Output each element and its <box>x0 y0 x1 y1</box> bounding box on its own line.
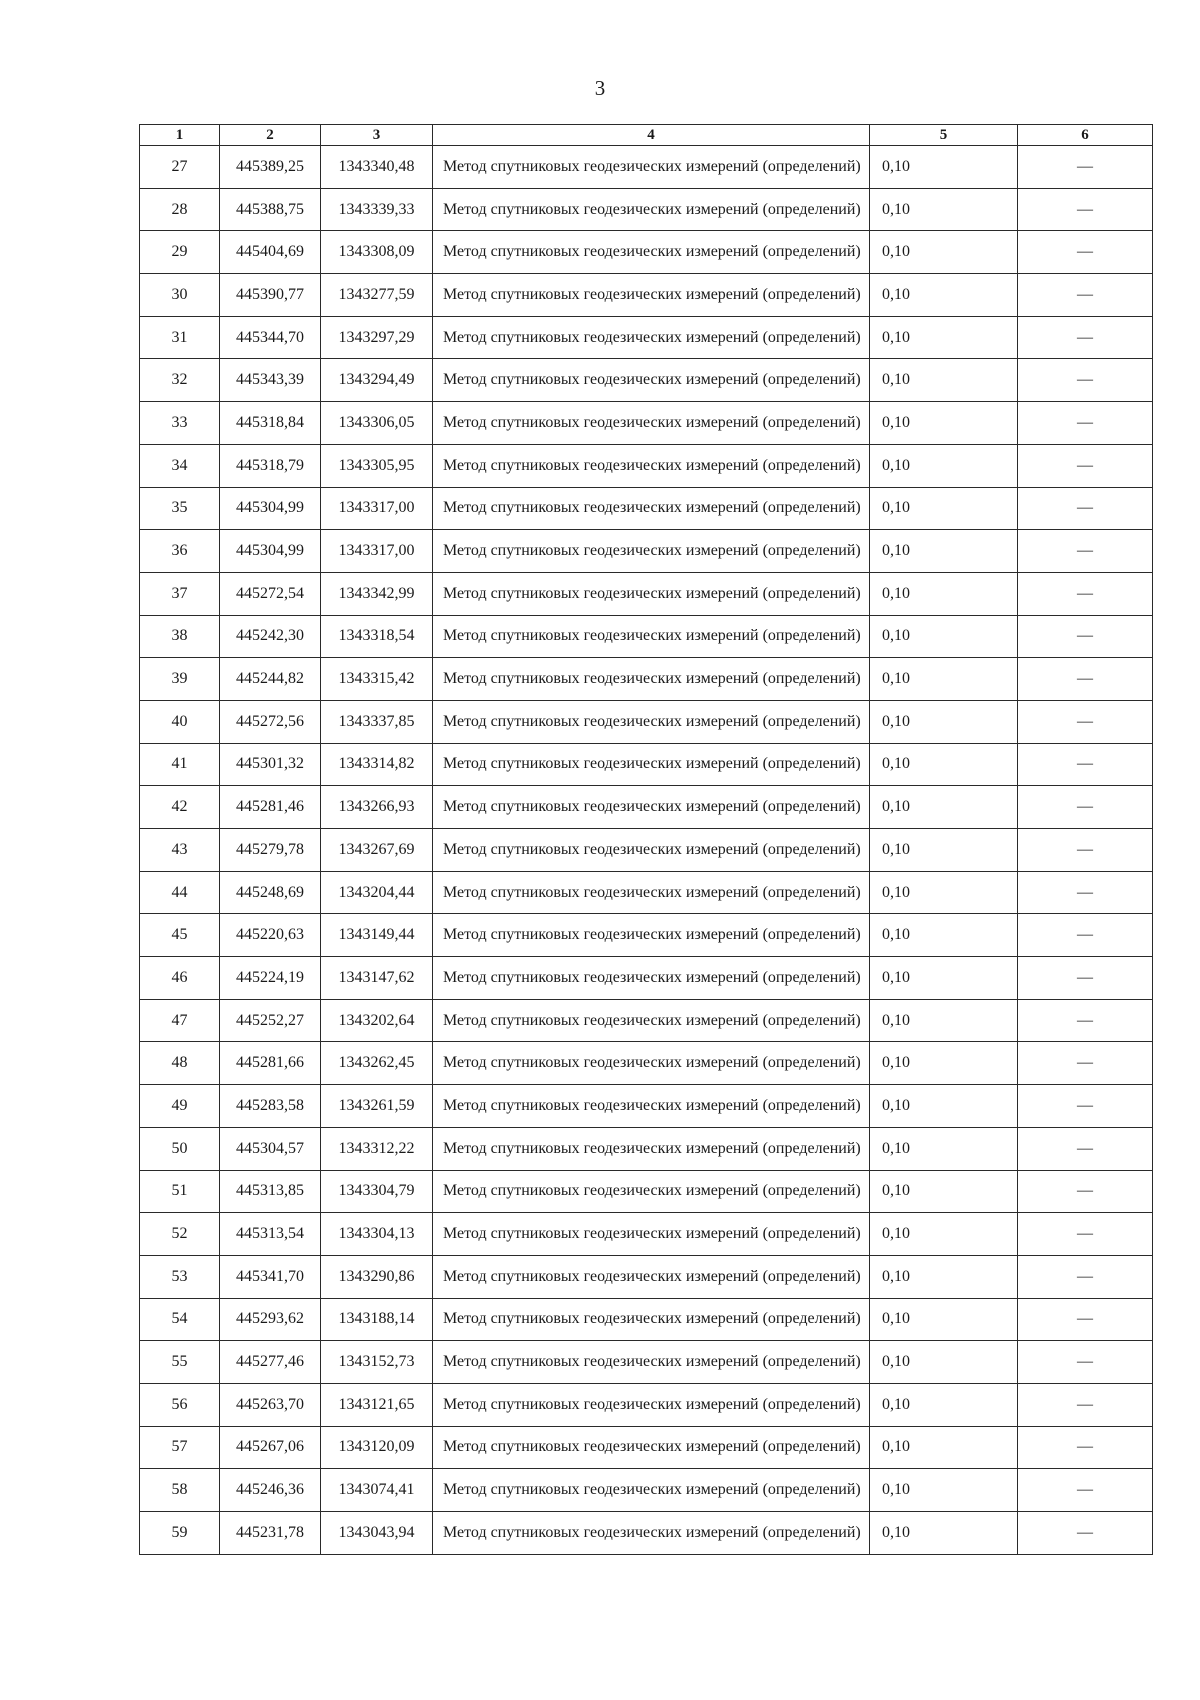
accuracy-value: 0,10 <box>870 957 1018 1000</box>
accuracy-value: 0,10 <box>870 572 1018 615</box>
table-row <box>140 700 1153 743</box>
coordinate-y: 1343308,09 <box>321 231 433 274</box>
coordinate-y: 1343314,82 <box>321 743 433 786</box>
coordinate-y: 1343188,14 <box>321 1298 433 1341</box>
coordinate-y: 1343043,94 <box>321 1512 433 1555</box>
coordinate-y: 1343340,48 <box>321 146 433 189</box>
accuracy-value: 0,10 <box>870 1512 1018 1555</box>
note-dash: — <box>1018 444 1153 487</box>
coordinate-x: 445343,39 <box>220 359 321 402</box>
point-number: 47 <box>140 999 220 1042</box>
table-row <box>140 1512 1153 1555</box>
accuracy-value: 0,10 <box>870 1127 1018 1170</box>
note-dash: — <box>1018 572 1153 615</box>
coordinate-y: 1343342,99 <box>321 572 433 615</box>
accuracy-value: 0,10 <box>870 274 1018 317</box>
point-number: 32 <box>140 359 220 402</box>
table-row <box>140 1341 1153 1384</box>
note-dash: — <box>1018 871 1153 914</box>
accuracy-value: 0,10 <box>870 658 1018 701</box>
point-number: 28 <box>140 188 220 231</box>
accuracy-value: 0,10 <box>870 615 1018 658</box>
coordinate-x: 445272,56 <box>220 700 321 743</box>
coordinate-y: 1343204,44 <box>321 871 433 914</box>
coordinate-x: 445344,70 <box>220 316 321 359</box>
point-number: 40 <box>140 700 220 743</box>
table-row <box>140 871 1153 914</box>
accuracy-value: 0,10 <box>870 1170 1018 1213</box>
accuracy-value: 0,10 <box>870 999 1018 1042</box>
accuracy-value: 0,10 <box>870 1042 1018 1085</box>
table-row <box>140 914 1153 957</box>
method-description: Метод спутниковых геодезических измерений (определений) <box>433 700 870 743</box>
coordinate-x: 445318,79 <box>220 444 321 487</box>
coordinate-y: 1343317,00 <box>321 487 433 530</box>
table-row <box>140 1426 1153 1469</box>
point-number: 45 <box>140 914 220 957</box>
coordinate-y: 1343290,86 <box>321 1255 433 1298</box>
accuracy-value: 0,10 <box>870 359 1018 402</box>
coordinate-y: 1343202,64 <box>321 999 433 1042</box>
point-number: 55 <box>140 1341 220 1384</box>
method-description: Метод спутниковых геодезических измерений (определений) <box>433 359 870 402</box>
coordinate-y: 1343120,09 <box>321 1426 433 1469</box>
table-row <box>140 1255 1153 1298</box>
coordinate-x: 445304,57 <box>220 1127 321 1170</box>
coordinate-x: 445242,30 <box>220 615 321 658</box>
table-row <box>140 957 1153 1000</box>
point-number: 51 <box>140 1170 220 1213</box>
method-description: Метод спутниковых геодезических измерений (определений) <box>433 914 870 957</box>
method-description: Метод спутниковых геодезических измерений (определений) <box>433 1341 870 1384</box>
note-dash: — <box>1018 487 1153 530</box>
coordinate-y: 1343297,29 <box>321 316 433 359</box>
table-row <box>140 402 1153 445</box>
note-dash: — <box>1018 402 1153 445</box>
coordinate-x: 445279,78 <box>220 829 321 872</box>
accuracy-value: 0,10 <box>870 1469 1018 1512</box>
point-number: 56 <box>140 1383 220 1426</box>
coordinate-x: 445252,27 <box>220 999 321 1042</box>
note-dash: — <box>1018 1255 1153 1298</box>
note-dash: — <box>1018 274 1153 317</box>
point-number: 53 <box>140 1255 220 1298</box>
method-description: Метод спутниковых геодезических измерений (определений) <box>433 487 870 530</box>
method-description: Метод спутниковых геодезических измерений (определений) <box>433 274 870 317</box>
header-col-6: 6 <box>1018 125 1153 146</box>
point-number: 49 <box>140 1085 220 1128</box>
coordinate-x: 445318,84 <box>220 402 321 445</box>
note-dash: — <box>1018 700 1153 743</box>
note-dash: — <box>1018 658 1153 701</box>
note-dash: — <box>1018 1341 1153 1384</box>
note-dash: — <box>1018 914 1153 957</box>
coordinate-y: 1343306,05 <box>321 402 433 445</box>
coordinate-y: 1343317,00 <box>321 530 433 573</box>
coordinate-x: 445263,70 <box>220 1383 321 1426</box>
method-description: Метод спутниковых геодезических измерений (определений) <box>433 530 870 573</box>
note-dash: — <box>1018 359 1153 402</box>
point-number: 58 <box>140 1469 220 1512</box>
point-number: 48 <box>140 1042 220 1085</box>
header-col-5: 5 <box>870 125 1018 146</box>
coordinate-y: 1343147,62 <box>321 957 433 1000</box>
note-dash: — <box>1018 743 1153 786</box>
table-row <box>140 1042 1153 1085</box>
coordinate-x: 445293,62 <box>220 1298 321 1341</box>
table-row <box>140 572 1153 615</box>
note-dash: — <box>1018 615 1153 658</box>
table-row <box>140 530 1153 573</box>
point-number: 50 <box>140 1127 220 1170</box>
table-row <box>140 487 1153 530</box>
coordinate-x: 445304,99 <box>220 487 321 530</box>
point-number: 39 <box>140 658 220 701</box>
method-description: Метод спутниковых геодезических измерений (определений) <box>433 1298 870 1341</box>
note-dash: — <box>1018 999 1153 1042</box>
coordinate-x: 445272,54 <box>220 572 321 615</box>
method-description: Метод спутниковых геодезических измерений (определений) <box>433 1255 870 1298</box>
point-number: 59 <box>140 1512 220 1555</box>
note-dash: — <box>1018 957 1153 1000</box>
accuracy-value: 0,10 <box>870 786 1018 829</box>
note-dash: — <box>1018 829 1153 872</box>
method-description: Метод спутниковых геодезических измерений (определений) <box>433 1085 870 1128</box>
coordinate-y: 1343262,45 <box>321 1042 433 1085</box>
method-description: Метод спутниковых геодезических измерений (определений) <box>433 1042 870 1085</box>
method-description: Метод спутниковых геодезических измерений (определений) <box>433 1512 870 1555</box>
header-col-2: 2 <box>220 125 321 146</box>
accuracy-value: 0,10 <box>870 1426 1018 1469</box>
note-dash: — <box>1018 1042 1153 1085</box>
table-row <box>140 188 1153 231</box>
coordinate-x: 445390,77 <box>220 274 321 317</box>
table-row <box>140 444 1153 487</box>
method-description: Метод спутниковых геодезических измерений (определений) <box>433 146 870 189</box>
method-description: Метод спутниковых геодезических измерений (определений) <box>433 1213 870 1256</box>
point-number: 27 <box>140 146 220 189</box>
note-dash: — <box>1018 1512 1153 1555</box>
accuracy-value: 0,10 <box>870 1213 1018 1256</box>
accuracy-value: 0,10 <box>870 1255 1018 1298</box>
method-description: Метод спутниковых геодезических измерений (определений) <box>433 871 870 914</box>
method-description: Метод спутниковых геодезических измерений (определений) <box>433 999 870 1042</box>
coordinate-x: 445224,19 <box>220 957 321 1000</box>
coordinate-x: 445231,78 <box>220 1512 321 1555</box>
coordinate-y: 1343277,59 <box>321 274 433 317</box>
method-description: Метод спутниковых геодезических измерений (определений) <box>433 572 870 615</box>
point-number: 52 <box>140 1213 220 1256</box>
method-description: Метод спутниковых геодезических измерений (определений) <box>433 444 870 487</box>
coordinate-x: 445404,69 <box>220 231 321 274</box>
method-description: Метод спутниковых геодезических измерений (определений) <box>433 1170 870 1213</box>
table-row <box>140 743 1153 786</box>
note-dash: — <box>1018 316 1153 359</box>
accuracy-value: 0,10 <box>870 530 1018 573</box>
accuracy-value: 0,10 <box>870 316 1018 359</box>
method-description: Метод спутниковых геодезических измерений (определений) <box>433 316 870 359</box>
accuracy-value: 0,10 <box>870 1341 1018 1384</box>
table-row <box>140 1127 1153 1170</box>
note-dash: — <box>1018 1170 1153 1213</box>
coordinate-x: 445248,69 <box>220 871 321 914</box>
table-row <box>140 1085 1153 1128</box>
coordinate-x: 445220,63 <box>220 914 321 957</box>
coordinate-y: 1343304,13 <box>321 1213 433 1256</box>
header-col-1: 1 <box>140 125 220 146</box>
coordinate-x: 445313,85 <box>220 1170 321 1213</box>
table-row <box>140 829 1153 872</box>
table-row <box>140 1213 1153 1256</box>
note-dash: — <box>1018 1426 1153 1469</box>
coordinates-table <box>139 124 1153 1555</box>
note-dash: — <box>1018 231 1153 274</box>
note-dash: — <box>1018 146 1153 189</box>
table-row <box>140 658 1153 701</box>
method-description: Метод спутниковых геодезических измерений (определений) <box>433 1469 870 1512</box>
method-description: Метод спутниковых геодезических измерений (определений) <box>433 743 870 786</box>
table-row <box>140 359 1153 402</box>
method-description: Метод спутниковых геодезических измерений (определений) <box>433 188 870 231</box>
coordinate-x: 445244,82 <box>220 658 321 701</box>
coordinate-y: 1343337,85 <box>321 700 433 743</box>
method-description: Метод спутниковых геодезических измерений (определений) <box>433 402 870 445</box>
table-row <box>140 1383 1153 1426</box>
accuracy-value: 0,10 <box>870 487 1018 530</box>
note-dash: — <box>1018 188 1153 231</box>
method-description: Метод спутниковых геодезических измерений (определений) <box>433 957 870 1000</box>
point-number: 54 <box>140 1298 220 1341</box>
method-description: Метод спутниковых геодезических измерений (определений) <box>433 615 870 658</box>
table-header-row <box>140 125 1153 146</box>
table-row <box>140 786 1153 829</box>
coordinate-x: 445388,75 <box>220 188 321 231</box>
table-row <box>140 1170 1153 1213</box>
point-number: 36 <box>140 530 220 573</box>
accuracy-value: 0,10 <box>870 1085 1018 1128</box>
accuracy-value: 0,10 <box>870 743 1018 786</box>
note-dash: — <box>1018 1298 1153 1341</box>
point-number: 44 <box>140 871 220 914</box>
accuracy-value: 0,10 <box>870 402 1018 445</box>
coordinate-y: 1343074,41 <box>321 1469 433 1512</box>
coordinate-y: 1343315,42 <box>321 658 433 701</box>
coordinate-x: 445281,46 <box>220 786 321 829</box>
table-row <box>140 231 1153 274</box>
coordinate-y: 1343266,93 <box>321 786 433 829</box>
method-description: Метод спутниковых геодезических измерений (определений) <box>433 786 870 829</box>
note-dash: — <box>1018 1213 1153 1256</box>
coordinate-x: 445313,54 <box>220 1213 321 1256</box>
coordinate-y: 1343304,79 <box>321 1170 433 1213</box>
accuracy-value: 0,10 <box>870 1298 1018 1341</box>
coordinate-y: 1343339,33 <box>321 188 433 231</box>
point-number: 37 <box>140 572 220 615</box>
note-dash: — <box>1018 1383 1153 1426</box>
header-col-3: 3 <box>321 125 433 146</box>
point-number: 46 <box>140 957 220 1000</box>
accuracy-value: 0,10 <box>870 914 1018 957</box>
accuracy-value: 0,10 <box>870 829 1018 872</box>
point-number: 30 <box>140 274 220 317</box>
method-description: Метод спутниковых геодезических измерений (определений) <box>433 1127 870 1170</box>
accuracy-value: 0,10 <box>870 231 1018 274</box>
method-description: Метод спутниковых геодезических измерений (определений) <box>433 829 870 872</box>
table-row <box>140 1469 1153 1512</box>
coordinate-x: 445301,32 <box>220 743 321 786</box>
coordinate-y: 1343318,54 <box>321 615 433 658</box>
coordinate-x: 445341,70 <box>220 1255 321 1298</box>
coordinate-x: 445283,58 <box>220 1085 321 1128</box>
accuracy-value: 0,10 <box>870 188 1018 231</box>
table-row <box>140 316 1153 359</box>
note-dash: — <box>1018 530 1153 573</box>
coordinate-x: 445281,66 <box>220 1042 321 1085</box>
coordinate-y: 1343152,73 <box>321 1341 433 1384</box>
coordinate-x: 445267,06 <box>220 1426 321 1469</box>
page-number: 3 <box>594 76 606 100</box>
point-number: 38 <box>140 615 220 658</box>
coordinate-x: 445304,99 <box>220 530 321 573</box>
accuracy-value: 0,10 <box>870 1383 1018 1426</box>
coordinate-y: 1343261,59 <box>321 1085 433 1128</box>
method-description: Метод спутниковых геодезических измерений (определений) <box>433 231 870 274</box>
header-col-4: 4 <box>433 125 870 146</box>
coordinate-y: 1343121,65 <box>321 1383 433 1426</box>
point-number: 29 <box>140 231 220 274</box>
note-dash: — <box>1018 1469 1153 1512</box>
note-dash: — <box>1018 786 1153 829</box>
note-dash: — <box>1018 1127 1153 1170</box>
accuracy-value: 0,10 <box>870 444 1018 487</box>
coordinate-y: 1343312,22 <box>321 1127 433 1170</box>
table-row <box>140 274 1153 317</box>
coordinate-y: 1343267,69 <box>321 829 433 872</box>
table-row <box>140 615 1153 658</box>
coordinate-y: 1343149,44 <box>321 914 433 957</box>
method-description: Метод спутниковых геодезических измерений (определений) <box>433 1426 870 1469</box>
method-description: Метод спутниковых геодезических измерений (определений) <box>433 658 870 701</box>
note-dash: — <box>1018 1085 1153 1128</box>
coordinate-x: 445246,36 <box>220 1469 321 1512</box>
coordinate-y: 1343305,95 <box>321 444 433 487</box>
point-number: 31 <box>140 316 220 359</box>
point-number: 41 <box>140 743 220 786</box>
point-number: 57 <box>140 1426 220 1469</box>
point-number: 35 <box>140 487 220 530</box>
table-row <box>140 999 1153 1042</box>
method-description: Метод спутниковых геодезических измерений (определений) <box>433 1383 870 1426</box>
coordinate-y: 1343294,49 <box>321 359 433 402</box>
point-number: 42 <box>140 786 220 829</box>
point-number: 33 <box>140 402 220 445</box>
accuracy-value: 0,10 <box>870 871 1018 914</box>
point-number: 43 <box>140 829 220 872</box>
point-number: 34 <box>140 444 220 487</box>
accuracy-value: 0,10 <box>870 700 1018 743</box>
coordinate-x: 445389,25 <box>220 146 321 189</box>
table-row <box>140 1298 1153 1341</box>
coordinate-x: 445277,46 <box>220 1341 321 1384</box>
table-row <box>140 146 1153 189</box>
accuracy-value: 0,10 <box>870 146 1018 189</box>
